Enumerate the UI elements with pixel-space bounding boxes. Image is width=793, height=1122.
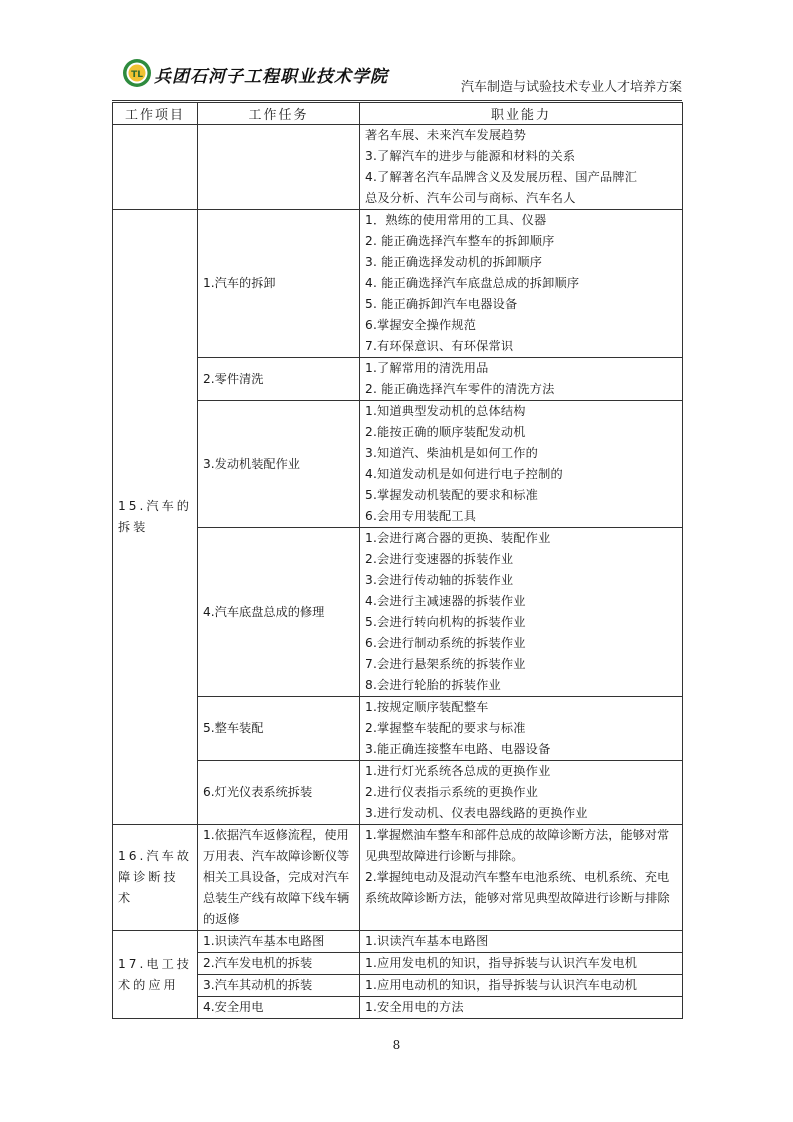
ability-cell	[360, 997, 683, 1019]
task-cell: 3.发动机装配作业	[198, 401, 360, 528]
ability-line: 著名车展、未来汽车发展趋势	[365, 128, 527, 142]
ability-cell	[360, 358, 683, 401]
ability-line: 1.掌握燃油车整车和部件总成的故障诊断方法，能够对常见典型故障进行诊断与排除。	[365, 828, 670, 863]
ability-line: 1.了解常用的清洗用品	[365, 361, 489, 375]
ability-line: 1.会进行离合器的更换、装配作业	[365, 531, 551, 545]
ability-cell	[360, 975, 683, 997]
table-header-row	[113, 103, 683, 125]
ability-line: 4.了解著名汽车品牌含义及发展历程、国产品牌汇	[365, 170, 638, 184]
ability-line: 1.应用发电机的知识，指导拆装与认识汽车发电机	[365, 956, 638, 970]
ability-cell	[360, 825, 683, 931]
task-cell: 4.汽车底盘总成的修理	[198, 528, 360, 697]
ability-line: 1.安全用电的方法	[365, 1000, 464, 1014]
task-cell: 1.依据汽车返修流程，使用万用表、汽车故障诊断仪等相关工具设备，完成对汽车总装生产线有故障下线车辆的返修	[198, 825, 360, 931]
column-header-task: 工作任务	[198, 103, 360, 125]
school-logo-icon	[122, 58, 152, 88]
table-row	[113, 401, 683, 528]
ability-line: 5. 能正确拆卸汽车电器设备	[365, 297, 518, 311]
ability-line: 2.进行仪表指示系统的更换作业	[365, 785, 539, 799]
ability-line: 8.会进行轮胎的拆装作业	[365, 678, 501, 692]
ability-cell	[360, 931, 683, 953]
task-cell: 4.安全用电	[198, 997, 360, 1019]
ability-line: 2. 能正确选择汽车零件的清洗方法	[365, 382, 555, 396]
task-cell: 3.汽车其动机的拆装	[198, 975, 360, 997]
ability-line: 4.会进行主减速器的拆装作业	[365, 594, 526, 608]
table-row	[113, 975, 683, 997]
ability-line: 6.掌握安全操作规范	[365, 318, 477, 332]
ability-cell	[360, 953, 683, 975]
ability-line: 3.会进行传动轴的拆装作业	[365, 573, 514, 587]
ability-cell	[360, 401, 683, 528]
ability-line: 4.知道发动机是如何进行电子控制的	[365, 467, 563, 481]
table-row	[113, 125, 683, 210]
task-cell	[198, 125, 360, 210]
document-title: 汽车制造与试验技术专业人才培养方案	[460, 80, 682, 95]
ability-cell	[360, 528, 683, 697]
table-row	[113, 825, 683, 931]
school-name: 兵团石河子工程职业技术学院	[154, 67, 388, 87]
ability-cell	[360, 210, 683, 358]
ability-line: 2.掌握整车装配的要求与标准	[365, 721, 526, 735]
ability-cell	[360, 125, 683, 210]
ability-line: 1.识读汽车基本电路图	[365, 934, 489, 948]
competency-table	[112, 102, 683, 1019]
task-cell: 5.整车装配	[198, 697, 360, 761]
ability-line: 7.会进行悬架系统的拆装作业	[365, 657, 526, 671]
ability-line: 总及分析、汽车公司与商标、汽车名人	[365, 191, 576, 205]
ability-line: 3.了解汽车的进步与能源和材料的关系	[365, 149, 576, 163]
ability-line: 3.知道汽、柴油机是如何工作的	[365, 446, 539, 460]
ability-cell	[360, 697, 683, 761]
task-cell: 6.灯光仪表系统拆装	[198, 761, 360, 825]
ability-line: 2. 能正确选择汽车整车的拆卸顺序	[365, 234, 555, 248]
ability-line: 6.会用专用装配工具	[365, 509, 477, 523]
table-row	[113, 931, 683, 953]
page-header	[112, 52, 682, 100]
column-header-ability: 职业能力	[360, 103, 683, 125]
ability-line: 7.有环保意识、有环保常识	[365, 339, 514, 353]
page-number: 8	[392, 1038, 401, 1052]
ability-line: 3.进行发动机、仪表电器线路的更换作业	[365, 806, 588, 820]
column-header-project: 工作项目	[113, 103, 198, 125]
ability-line: 6.会进行制动系统的拆装作业	[365, 636, 526, 650]
ability-line: 1.按规定顺序装配整车	[365, 700, 489, 714]
table-row	[113, 528, 683, 697]
ability-line: 3.能正确连接整车电路、电器设备	[365, 742, 551, 756]
header-divider	[112, 100, 682, 101]
ability-line: 5.掌握发动机装配的要求和标准	[365, 488, 539, 502]
ability-line: 2.能按正确的顺序装配发动机	[365, 425, 526, 439]
table-row	[113, 761, 683, 825]
project-cell: 16.汽车故障诊断技术	[113, 825, 198, 931]
ability-line: 1．熟练的使用常用的工具、仪器	[365, 213, 547, 227]
ability-line: 1.应用电动机的知识，指导拆装与认识汽车电动机	[365, 978, 638, 992]
task-cell: 2.零件清洗	[198, 358, 360, 401]
table-row	[113, 953, 683, 975]
table-row	[113, 358, 683, 401]
table-row	[113, 210, 683, 358]
ability-line: 5.会进行转向机构的拆装作业	[365, 615, 526, 629]
ability-line: 1.进行灯光系统各总成的更换作业	[365, 764, 551, 778]
ability-line: 3. 能正确选择发动机的拆卸顺序	[365, 255, 543, 269]
task-cell: 1.汽车的拆卸	[198, 210, 360, 358]
ability-cell	[360, 761, 683, 825]
table-row	[113, 697, 683, 761]
ability-line: 1.知道典型发动机的总体结构	[365, 404, 526, 418]
project-cell	[113, 125, 198, 210]
ability-line: 2.会进行变速器的拆装作业	[365, 552, 514, 566]
task-cell: 2.汽车发电机的拆装	[198, 953, 360, 975]
project-cell: 15.汽车的拆装	[113, 210, 198, 825]
svg-text:TL: TL	[131, 70, 143, 80]
ability-line: 4. 能正确选择汽车底盘总成的拆卸顺序	[365, 276, 580, 290]
table-row	[113, 997, 683, 1019]
ability-line: 2.掌握纯电动及混动汽车整车电池系统、电机系统、充电系统故障诊断方法，能够对常见典型故障进行诊断与排除	[365, 870, 670, 905]
task-cell: 1.识读汽车基本电路图	[198, 931, 360, 953]
project-cell: 17.电工技术的应用	[113, 931, 198, 1019]
